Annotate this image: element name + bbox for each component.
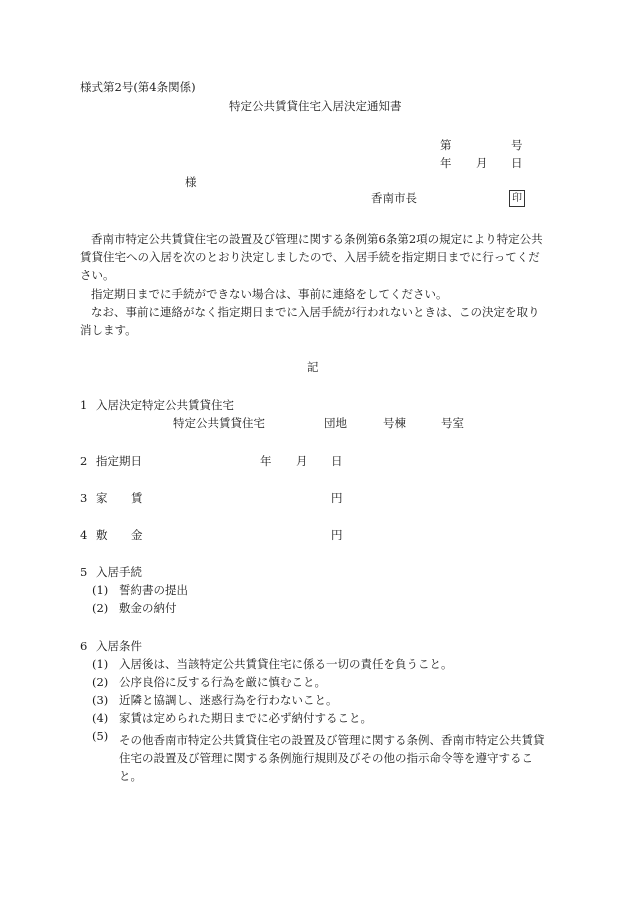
item6-sub-number: (5) — [92, 729, 109, 743]
item6-sub-text: 近隣と協調し、迷惑行為を行わないこと。 — [119, 693, 338, 707]
item3-label-b: 賃 — [131, 491, 143, 505]
item5-number: 5 — [80, 565, 88, 579]
item6-label: 入居条件 — [96, 639, 142, 653]
item6-sub-number: (2) — [92, 675, 109, 689]
item4-label-b: 金 — [131, 528, 143, 542]
form-label: 様式第2号(第4条関係) — [80, 80, 196, 94]
body-paragraph-2: 指定期日までに手続ができない場合は、事前に連絡をしてください。 — [91, 287, 448, 301]
item3-unit: 円 — [331, 491, 343, 505]
date-month: 月 — [476, 156, 488, 170]
item6-sub-text: その他香南市特定公共賃貸住宅の設置及び管理に関する条例、香南市特定公共賃貸住宅の設置及び管理に関する条例施行規則及びその他の指示命令等を遵守すること。 — [119, 733, 545, 783]
item1-gotou: 号棟 — [383, 416, 406, 430]
body-paragraph-3: なお、事前に連絡がなく指定期日までに入居手続が行われないときは、この決定を取り消します。 — [80, 305, 540, 337]
date-day: 日 — [511, 156, 523, 170]
date-year: 年 — [440, 156, 452, 170]
seal-mark: 印 — [509, 190, 525, 207]
body-paragraph-1: 香南市特定公共賃貸住宅の設置及び管理に関する条例第6条第2項の規定により特定公共賃貸住宅への入居を次のとおり決定しましたので、入居手続を指定期日までに行ってください。 — [80, 232, 543, 282]
number-suffix: 号 — [511, 138, 523, 152]
item2-label: 指定期日 — [96, 454, 142, 468]
document-title: 特定公共賃貸住宅入居決定通知書 — [229, 99, 402, 113]
item5-sub-text: 敷金の納付 — [119, 601, 177, 615]
item5-label: 入居手続 — [96, 565, 142, 579]
item2-day: 日 — [331, 454, 343, 468]
item5-sub-text: 誓約書の提出 — [119, 583, 188, 597]
item6-number: 6 — [80, 639, 88, 653]
item1-goushitsu: 号室 — [441, 416, 464, 430]
item4-unit: 円 — [331, 528, 343, 542]
issuer: 香南市長 — [371, 191, 417, 205]
number-prefix: 第 — [440, 138, 452, 152]
item5-sub-number: (2) — [92, 601, 109, 615]
addressee-suffix: 様 — [185, 175, 197, 189]
item1-housing: 特定公共賃貸住宅 — [173, 416, 265, 430]
item1-danchi: 団地 — [324, 416, 347, 430]
item3-number: 3 — [80, 491, 88, 505]
item6-sub-text: 家賃は定められた期日までに必ず納付すること。 — [119, 711, 372, 725]
item1-number: 1 — [80, 398, 88, 412]
item4-label-a: 敷 — [96, 528, 108, 542]
item6-sub-number: (3) — [92, 693, 109, 707]
item5-sub-number: (1) — [92, 583, 109, 597]
item3-label-a: 家 — [96, 491, 108, 505]
item6-sub-number: (4) — [92, 711, 109, 725]
item4-number: 4 — [80, 528, 88, 542]
ki-heading: 記 — [307, 360, 319, 374]
item1-label: 入居決定特定公共賃貸住宅 — [96, 398, 234, 412]
item2-year: 年 — [260, 454, 272, 468]
item2-number: 2 — [80, 454, 88, 468]
item6-sub-text: 入居後は、当該特定公共賃貸住宅に係る一切の責任を負うこと。 — [119, 657, 453, 671]
item6-sub-text: 公序良俗に反する行為を厳に慎むこと。 — [119, 675, 326, 689]
item2-month: 月 — [296, 454, 308, 468]
item6-sub-number: (1) — [92, 657, 109, 671]
